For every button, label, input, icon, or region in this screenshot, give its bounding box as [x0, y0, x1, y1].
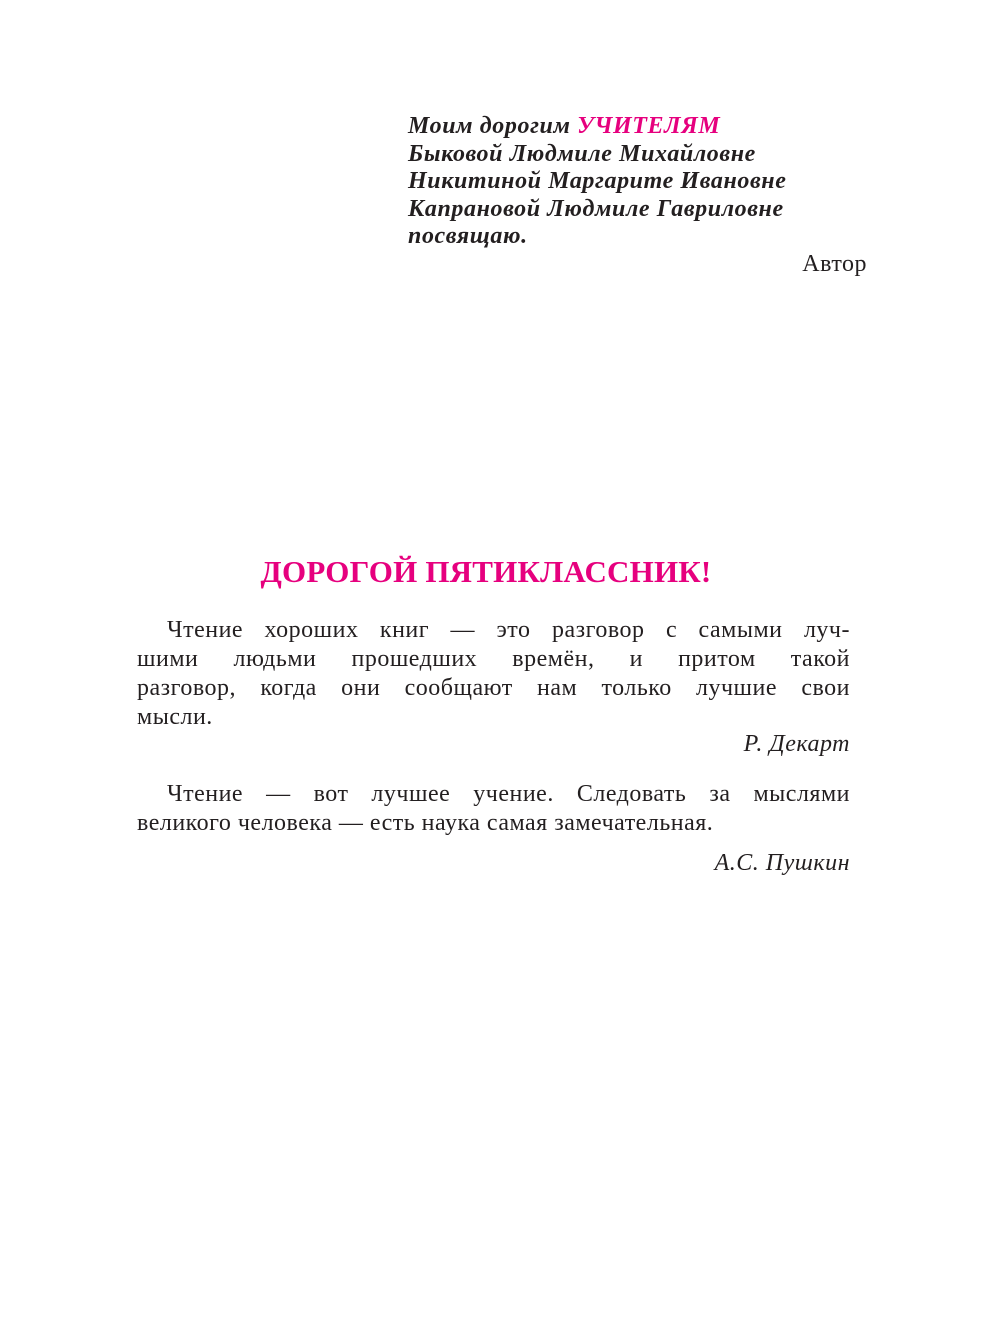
dedication-block — [408, 113, 868, 251]
dedication-line-3: Никитиной Маргарите Ивановне — [408, 168, 787, 194]
dedication-line-2: Быковой Людмиле Михайловне — [408, 140, 756, 167]
dedication-prefix: Моим дорогим — [408, 113, 578, 139]
quote-line: разговор, когда они сообщают нам только лучшие свои — [137, 675, 850, 701]
dedication-teachers: УЧИТЕЛЯМ — [577, 113, 721, 139]
dedication-line-4: Капрановой Людмиле Гавриловне — [408, 195, 784, 222]
quote-pushkin — [137, 780, 850, 838]
quote-line: мысли. — [137, 704, 213, 730]
quote-line: великого человека — есть наука самая замечательная. — [137, 810, 714, 836]
page-heading: ДОРОГОЙ ПЯТИКЛАССНИК! — [260, 554, 712, 589]
quote-line: Чтение — вот лучшее учение. Следовать за мыслями — [167, 781, 850, 807]
quote-line: Чтение хороших книг — это разговор с самыми луч- — [167, 617, 850, 643]
quote-author-descartes: Р. Декарт — [743, 731, 850, 757]
quote-author-pushkin: А.С. Пушкин — [714, 850, 850, 876]
dedication-line-1 — [408, 113, 868, 141]
dedication-line-5: посвящаю. — [408, 223, 528, 249]
quote-line: шими людьми прошедших времён, и притом такой — [137, 646, 850, 672]
quote-descartes — [137, 616, 850, 732]
dedication-author: Автор — [802, 251, 867, 277]
